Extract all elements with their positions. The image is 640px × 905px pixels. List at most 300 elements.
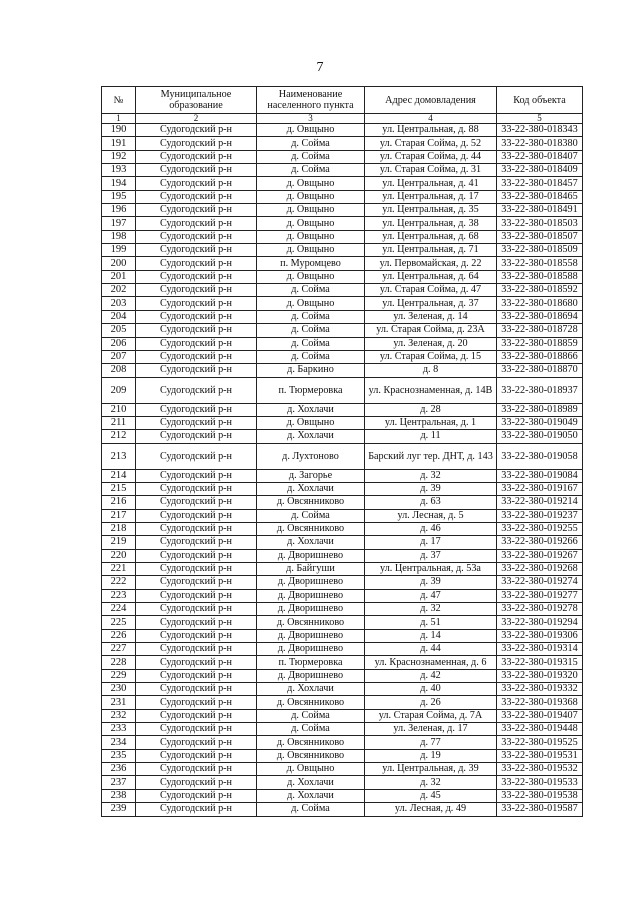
object-code-cell: 33-22-380-019058 <box>497 443 583 469</box>
row-number-cell: 232 <box>102 709 136 722</box>
settlement-cell: д. Овсянниково <box>257 736 365 749</box>
row-number-cell: 206 <box>102 337 136 350</box>
settlement-cell: д. Овсянниково <box>257 749 365 762</box>
row-number-cell: 223 <box>102 589 136 602</box>
table-row <box>102 230 583 243</box>
table-row <box>102 576 583 589</box>
object-code-cell: 33-22-380-019448 <box>497 723 583 736</box>
row-number-cell: 213 <box>102 443 136 469</box>
address-cell: ул. Центральная, д. 38 <box>365 217 497 230</box>
row-number-cell: 197 <box>102 217 136 230</box>
municipality-cell: Судогодский р-н <box>136 124 257 137</box>
address-cell: ул. Центральная, д. 35 <box>365 204 497 217</box>
address-cell: д. 11 <box>365 430 497 443</box>
table-body <box>102 124 583 817</box>
settlement-cell: д. Овщыно <box>257 177 365 190</box>
settlement-cell: д. Хохлачи <box>257 482 365 495</box>
settlement-cell: д. Хохлачи <box>257 536 365 549</box>
table-row <box>102 324 583 337</box>
municipality-cell: Судогодский р-н <box>136 270 257 283</box>
table-header-row <box>102 87 583 114</box>
object-code-cell: 33-22-380-018870 <box>497 364 583 377</box>
object-code-cell: 33-22-380-018728 <box>497 324 583 337</box>
row-number-cell: 201 <box>102 270 136 283</box>
settlement-cell: д. Сойма <box>257 337 365 350</box>
address-cell: ул. Старая Сойма, д. 7А <box>365 709 497 722</box>
table-row <box>102 803 583 816</box>
table-row <box>102 603 583 616</box>
municipality-cell: Судогодский р-н <box>136 190 257 203</box>
settlement-cell: д. Сойма <box>257 137 365 150</box>
settlement-cell: д. Дворишнево <box>257 643 365 656</box>
object-code-cell: 33-22-380-019407 <box>497 709 583 722</box>
object-code-cell: 33-22-380-019274 <box>497 576 583 589</box>
row-number-cell: 208 <box>102 364 136 377</box>
object-code-cell: 33-22-380-019332 <box>497 683 583 696</box>
settlement-cell: д. Овщыно <box>257 244 365 257</box>
row-number-cell: 230 <box>102 683 136 696</box>
object-code-cell: 33-22-380-018507 <box>497 230 583 243</box>
table-row <box>102 749 583 762</box>
municipality-cell: Судогодский р-н <box>136 177 257 190</box>
municipality-cell: Судогодский р-н <box>136 576 257 589</box>
municipality-cell: Судогодский р-н <box>136 337 257 350</box>
header-address: Адрес домовладения <box>365 87 497 114</box>
object-code-cell: 33-22-380-018509 <box>497 244 583 257</box>
settlement-cell: д. Байгуши <box>257 562 365 575</box>
municipality-cell: Судогодский р-н <box>136 589 257 602</box>
object-code-cell: 33-22-380-019532 <box>497 763 583 776</box>
municipality-cell: Судогодский р-н <box>136 522 257 535</box>
row-number-cell: 231 <box>102 696 136 709</box>
municipality-cell: Судогодский р-н <box>136 430 257 443</box>
row-number-cell: 235 <box>102 749 136 762</box>
settlement-cell: д. Овсянниково <box>257 616 365 629</box>
table-row <box>102 297 583 310</box>
municipality-cell: Судогодский р-н <box>136 469 257 482</box>
municipality-cell: Судогодский р-н <box>136 656 257 669</box>
row-number-cell: 190 <box>102 124 136 137</box>
table-row <box>102 776 583 789</box>
object-code-cell: 33-22-380-019084 <box>497 469 583 482</box>
municipality-cell: Судогодский р-н <box>136 616 257 629</box>
address-cell: д. 46 <box>365 522 497 535</box>
object-code-cell: 33-22-380-018465 <box>497 190 583 203</box>
object-code-cell: 33-22-380-019368 <box>497 696 583 709</box>
table-row <box>102 257 583 270</box>
address-cell: ул. Зеленая, д. 14 <box>365 310 497 323</box>
object-code-cell: 33-22-380-018409 <box>497 164 583 177</box>
settlement-cell: д. Дворишнево <box>257 589 365 602</box>
table-row <box>102 350 583 363</box>
row-number-cell: 220 <box>102 549 136 562</box>
municipality-cell: Судогодский р-н <box>136 403 257 416</box>
header-municipality: Муниципальное образование <box>136 87 257 114</box>
address-cell: ул. Старая Сойма, д. 23А <box>365 324 497 337</box>
table-row <box>102 443 583 469</box>
settlement-cell: д. Сойма <box>257 164 365 177</box>
table-row <box>102 403 583 416</box>
row-number-cell: 194 <box>102 177 136 190</box>
table-row <box>102 629 583 642</box>
settlement-cell: п. Тюрмеровка <box>257 377 365 403</box>
municipality-cell: Судогодский р-н <box>136 509 257 522</box>
municipality-cell: Судогодский р-н <box>136 377 257 403</box>
settlement-cell: д. Сойма <box>257 150 365 163</box>
address-cell: ул. Старая Сойма, д. 47 <box>365 284 497 297</box>
settlement-cell: п. Тюрмеровка <box>257 656 365 669</box>
address-cell: д. 39 <box>365 482 497 495</box>
row-number-cell: 210 <box>102 403 136 416</box>
object-code-cell: 33-22-380-019531 <box>497 749 583 762</box>
object-code-cell: 33-22-380-018694 <box>497 310 583 323</box>
address-cell: д. 47 <box>365 589 497 602</box>
header-number: № <box>102 87 136 114</box>
object-code-cell: 33-22-380-018491 <box>497 204 583 217</box>
address-cell: д. 51 <box>365 616 497 629</box>
municipality-cell: Судогодский р-н <box>136 310 257 323</box>
settlement-cell: д. Овщыно <box>257 416 365 429</box>
object-code-cell: 33-22-380-019525 <box>497 736 583 749</box>
municipality-cell: Судогодский р-н <box>136 217 257 230</box>
address-cell: ул. Центральная, д. 71 <box>365 244 497 257</box>
row-number-cell: 214 <box>102 469 136 482</box>
table-row <box>102 616 583 629</box>
municipality-cell: Судогодский р-н <box>136 603 257 616</box>
address-cell: ул. Старая Сойма, д. 15 <box>365 350 497 363</box>
address-cell: д. 63 <box>365 496 497 509</box>
row-number-cell: 192 <box>102 150 136 163</box>
table-row <box>102 696 583 709</box>
row-number-cell: 209 <box>102 377 136 403</box>
row-number-cell: 221 <box>102 562 136 575</box>
row-number-cell: 236 <box>102 763 136 776</box>
address-cell: д. 17 <box>365 536 497 549</box>
row-number-cell: 212 <box>102 430 136 443</box>
table-row <box>102 364 583 377</box>
row-number-cell: 216 <box>102 496 136 509</box>
settlement-cell: д. Сойма <box>257 509 365 522</box>
table-row <box>102 310 583 323</box>
address-cell: ул. Центральная, д. 53а <box>365 562 497 575</box>
object-code-cell: 33-22-380-018503 <box>497 217 583 230</box>
municipality-cell: Судогодский р-н <box>136 736 257 749</box>
settlement-cell: д. Дворишнево <box>257 629 365 642</box>
municipality-cell: Судогодский р-н <box>136 416 257 429</box>
object-code-cell: 33-22-380-019314 <box>497 643 583 656</box>
row-number-cell: 199 <box>102 244 136 257</box>
table-row <box>102 416 583 429</box>
row-number-cell: 196 <box>102 204 136 217</box>
table-row <box>102 164 583 177</box>
column-number: 4 <box>365 114 497 124</box>
row-number-cell: 215 <box>102 482 136 495</box>
row-number-cell: 237 <box>102 776 136 789</box>
table-row <box>102 643 583 656</box>
column-number: 5 <box>497 114 583 124</box>
table-row <box>102 656 583 669</box>
object-code-cell: 33-22-380-019533 <box>497 776 583 789</box>
settlement-cell: д. Овсянниково <box>257 696 365 709</box>
row-number-cell: 227 <box>102 643 136 656</box>
object-code-cell: 33-22-380-019237 <box>497 509 583 522</box>
address-cell: ул. Центральная, д. 37 <box>365 297 497 310</box>
settlement-cell: д. Сойма <box>257 709 365 722</box>
column-numbers-row <box>102 114 583 124</box>
municipality-cell: Судогодский р-н <box>136 696 257 709</box>
row-number-cell: 205 <box>102 324 136 337</box>
page-number: 7 <box>316 60 324 75</box>
table-row <box>102 562 583 575</box>
table-row <box>102 137 583 150</box>
settlement-cell: д. Овщыно <box>257 763 365 776</box>
table-row <box>102 736 583 749</box>
settlement-cell: д. Загорье <box>257 469 365 482</box>
address-cell: ул. Краснознаменная, д. 14В <box>365 377 497 403</box>
table-row <box>102 217 583 230</box>
settlement-cell: д. Овщыно <box>257 230 365 243</box>
municipality-cell: Судогодский р-н <box>136 297 257 310</box>
address-cell: ул. Центральная, д. 68 <box>365 230 497 243</box>
table-row <box>102 469 583 482</box>
address-cell: ул. Лесная, д. 5 <box>365 509 497 522</box>
settlement-cell: д. Овщыно <box>257 270 365 283</box>
settlement-cell: д. Дворишнево <box>257 669 365 682</box>
row-number-cell: 229 <box>102 669 136 682</box>
table-row <box>102 549 583 562</box>
municipality-cell: Судогодский р-н <box>136 789 257 802</box>
settlement-cell: д. Дворишнево <box>257 549 365 562</box>
table-row <box>102 430 583 443</box>
address-cell: Барский луг тер. ДНТ, д. 143 <box>365 443 497 469</box>
address-cell: ул. Старая Сойма, д. 44 <box>365 150 497 163</box>
object-code-cell: 33-22-380-019214 <box>497 496 583 509</box>
row-number-cell: 218 <box>102 522 136 535</box>
address-cell: д. 32 <box>365 469 497 482</box>
row-number-cell: 234 <box>102 736 136 749</box>
table-row <box>102 270 583 283</box>
object-code-cell: 33-22-380-018937 <box>497 377 583 403</box>
municipality-cell: Судогодский р-н <box>136 482 257 495</box>
table-row <box>102 683 583 696</box>
municipality-cell: Судогодский р-н <box>136 776 257 789</box>
object-code-cell: 33-22-380-018866 <box>497 350 583 363</box>
table-row <box>102 337 583 350</box>
settlement-cell: д. Хохлачи <box>257 776 365 789</box>
header-object-code: Код объекта <box>497 87 583 114</box>
municipality-cell: Судогодский р-н <box>136 683 257 696</box>
settlement-cell: д. Сойма <box>257 350 365 363</box>
column-number: 1 <box>102 114 136 124</box>
table-row <box>102 150 583 163</box>
municipality-cell: Судогодский р-н <box>136 350 257 363</box>
object-code-cell: 33-22-380-019538 <box>497 789 583 802</box>
object-code-cell: 33-22-380-019268 <box>497 562 583 575</box>
address-cell: д. 37 <box>365 549 497 562</box>
municipality-cell: Судогодский р-н <box>136 364 257 377</box>
municipality-cell: Судогодский р-н <box>136 629 257 642</box>
municipality-cell: Судогодский р-н <box>136 443 257 469</box>
table-row <box>102 589 583 602</box>
settlement-cell: д. Овщыно <box>257 297 365 310</box>
municipality-cell: Судогодский р-н <box>136 324 257 337</box>
row-number-cell: 217 <box>102 509 136 522</box>
table-row <box>102 377 583 403</box>
row-number-cell: 224 <box>102 603 136 616</box>
municipality-cell: Судогодский р-н <box>136 204 257 217</box>
row-number-cell: 233 <box>102 723 136 736</box>
municipality-cell: Судогодский р-н <box>136 549 257 562</box>
municipality-cell: Судогодский р-н <box>136 709 257 722</box>
object-code-cell: 33-22-380-018859 <box>497 337 583 350</box>
row-number-cell: 193 <box>102 164 136 177</box>
municipality-cell: Судогодский р-н <box>136 257 257 270</box>
object-code-cell: 33-22-380-018588 <box>497 270 583 283</box>
object-code-cell: 33-22-380-019278 <box>497 603 583 616</box>
object-code-cell: 33-22-380-018592 <box>497 284 583 297</box>
settlement-cell: д. Овщыно <box>257 124 365 137</box>
table-row <box>102 496 583 509</box>
settlement-cell: д. Лухтоново <box>257 443 365 469</box>
table-row <box>102 177 583 190</box>
table-row <box>102 204 583 217</box>
object-code-cell: 33-22-380-019277 <box>497 589 583 602</box>
row-number-cell: 191 <box>102 137 136 150</box>
object-code-cell: 33-22-380-019267 <box>497 549 583 562</box>
municipality-cell: Судогодский р-н <box>136 164 257 177</box>
column-number: 3 <box>257 114 365 124</box>
row-number-cell: 195 <box>102 190 136 203</box>
object-code-cell: 33-22-380-018407 <box>497 150 583 163</box>
row-number-cell: 228 <box>102 656 136 669</box>
object-code-cell: 33-22-380-018343 <box>497 124 583 137</box>
address-cell: д. 28 <box>365 403 497 416</box>
object-code-cell: 33-22-380-018558 <box>497 257 583 270</box>
address-cell: ул. Первомайская, д. 22 <box>365 257 497 270</box>
header-settlement: Наименование населенного пункта <box>257 87 365 114</box>
address-cell: ул. Центральная, д. 17 <box>365 190 497 203</box>
address-cell: д. 8 <box>365 364 497 377</box>
address-cell: д. 42 <box>365 669 497 682</box>
municipality-cell: Судогодский р-н <box>136 763 257 776</box>
address-cell: д. 26 <box>365 696 497 709</box>
table-row <box>102 522 583 535</box>
table-row <box>102 124 583 137</box>
municipality-cell: Судогодский р-н <box>136 643 257 656</box>
object-code-cell: 33-22-380-018457 <box>497 177 583 190</box>
object-code-cell: 33-22-380-018680 <box>497 297 583 310</box>
row-number-cell: 219 <box>102 536 136 549</box>
object-code-cell: 33-22-380-019320 <box>497 669 583 682</box>
row-number-cell: 202 <box>102 284 136 297</box>
municipality-cell: Судогодский р-н <box>136 230 257 243</box>
table-row <box>102 789 583 802</box>
object-code-cell: 33-22-380-019167 <box>497 482 583 495</box>
address-cell: ул. Лесная, д. 49 <box>365 803 497 816</box>
object-code-cell: 33-22-380-019050 <box>497 430 583 443</box>
address-cell: д. 19 <box>365 749 497 762</box>
address-cell: ул. Центральная, д. 64 <box>365 270 497 283</box>
municipality-cell: Судогодский р-н <box>136 536 257 549</box>
object-code-cell: 33-22-380-019266 <box>497 536 583 549</box>
municipality-cell: Судогодский р-н <box>136 803 257 816</box>
address-cell: д. 32 <box>365 776 497 789</box>
address-cell: ул. Центральная, д. 39 <box>365 763 497 776</box>
table-row <box>102 244 583 257</box>
settlement-cell: д. Сойма <box>257 803 365 816</box>
table-row <box>102 190 583 203</box>
address-cell: д. 45 <box>365 789 497 802</box>
address-cell: ул. Центральная, д. 41 <box>365 177 497 190</box>
municipality-cell: Судогодский р-н <box>136 669 257 682</box>
settlement-cell: д. Овщыно <box>257 204 365 217</box>
table-row <box>102 284 583 297</box>
address-cell: д. 39 <box>365 576 497 589</box>
address-cell: ул. Зеленая, д. 20 <box>365 337 497 350</box>
address-cell: д. 32 <box>365 603 497 616</box>
object-code-cell: 33-22-380-019294 <box>497 616 583 629</box>
settlement-cell: д. Овсянниково <box>257 522 365 535</box>
object-code-cell: 33-22-380-019587 <box>497 803 583 816</box>
settlement-cell: д. Овщыно <box>257 190 365 203</box>
table-row <box>102 723 583 736</box>
municipality-cell: Судогодский р-н <box>136 150 257 163</box>
settlement-cell: д. Хохлачи <box>257 789 365 802</box>
address-cell: д. 77 <box>365 736 497 749</box>
address-cell: ул. Центральная, д. 1 <box>365 416 497 429</box>
row-number-cell: 239 <box>102 803 136 816</box>
settlement-cell: д. Овщыно <box>257 217 365 230</box>
row-number-cell: 200 <box>102 257 136 270</box>
settlement-cell: д. Овсянниково <box>257 496 365 509</box>
column-number: 2 <box>136 114 257 124</box>
row-number-cell: 211 <box>102 416 136 429</box>
address-cell: ул. Зеленая, д. 17 <box>365 723 497 736</box>
table-row <box>102 536 583 549</box>
settlement-cell: д. Сойма <box>257 310 365 323</box>
municipality-cell: Судогодский р-н <box>136 723 257 736</box>
municipality-cell: Судогодский р-н <box>136 244 257 257</box>
address-cell: ул. Краснознаменная, д. 6 <box>365 656 497 669</box>
municipality-cell: Судогодский р-н <box>136 284 257 297</box>
table-row <box>102 509 583 522</box>
row-number-cell: 198 <box>102 230 136 243</box>
object-code-cell: 33-22-380-019306 <box>497 629 583 642</box>
row-number-cell: 222 <box>102 576 136 589</box>
table-row <box>102 482 583 495</box>
settlement-cell: д. Дворишнево <box>257 576 365 589</box>
settlement-cell: д. Дворишнево <box>257 603 365 616</box>
settlement-cell: д. Сойма <box>257 324 365 337</box>
address-cell: ул. Центральная, д. 88 <box>365 124 497 137</box>
municipality-cell: Судогодский р-н <box>136 137 257 150</box>
settlement-cell: д. Хохлачи <box>257 430 365 443</box>
address-cell: д. 14 <box>365 629 497 642</box>
object-code-cell: 33-22-380-018380 <box>497 137 583 150</box>
row-number-cell: 226 <box>102 629 136 642</box>
settlement-cell: д. Сойма <box>257 284 365 297</box>
settlement-cell: д. Баркино <box>257 364 365 377</box>
row-number-cell: 204 <box>102 310 136 323</box>
objects-table <box>101 86 583 817</box>
settlement-cell: д. Хохлачи <box>257 403 365 416</box>
settlement-cell: д. Сойма <box>257 723 365 736</box>
object-code-cell: 33-22-380-019049 <box>497 416 583 429</box>
municipality-cell: Судогодский р-н <box>136 749 257 762</box>
object-code-cell: 33-22-380-019255 <box>497 522 583 535</box>
row-number-cell: 225 <box>102 616 136 629</box>
settlement-cell: п. Муромцево <box>257 257 365 270</box>
